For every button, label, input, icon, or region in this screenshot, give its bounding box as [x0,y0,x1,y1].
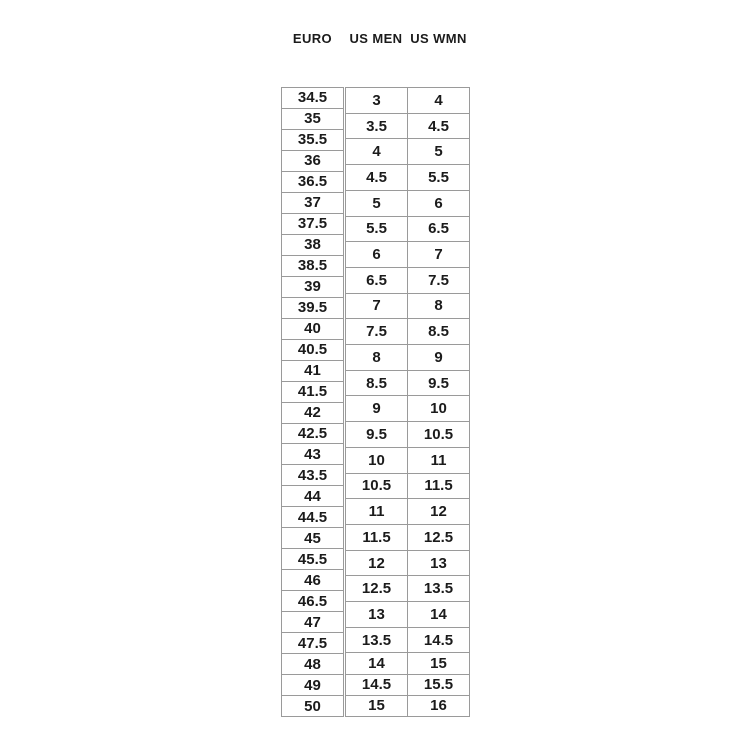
euro-size-cell: 45 [282,527,343,548]
euro-size-cell: 48 [282,653,343,674]
euro-size-cell: 42.5 [282,423,343,444]
euro-size-cell: 39.5 [282,297,343,318]
us-men-cell: 5 [346,191,408,216]
us-men-cell: 13.5 [346,628,408,653]
us-size-row [346,344,469,370]
euro-size-cell: 45.5 [282,548,343,569]
us-wmn-cell: 10 [430,400,447,418]
us-men-cell: 14.5 [346,675,408,695]
us-wmn-cell: 5 [434,143,443,161]
euro-size-table [281,87,344,717]
us-men-cell: 3.5 [346,114,408,139]
column-header-us-wmn: US WMN [410,31,467,46]
us-wmn-cell: 12 [430,503,447,521]
us-size-row [346,113,469,139]
euro-size-cell: 35.5 [282,129,343,150]
us-men-cell: 7.5 [346,319,408,344]
us-size-row [346,575,469,601]
us-wmn-cell: 11.5 [424,477,453,495]
us-wmn-cell: 6 [434,194,443,212]
us-size-row [346,473,469,499]
us-men-cell: 11 [346,499,408,524]
us-size-row [346,695,469,716]
us-men-cell: 13 [346,602,408,627]
us-size-row [346,241,469,267]
us-size-row [346,674,469,695]
us-men-cell: 11.5 [346,525,408,550]
euro-size-cell: 38 [282,234,343,255]
euro-size-cell: 39 [282,276,343,297]
us-size-row [346,370,469,396]
us-size-row [346,498,469,524]
us-size-row [346,216,469,242]
euro-size-cell: 50 [282,695,343,716]
us-men-cell: 4.5 [346,165,408,190]
euro-size-cell: 36 [282,150,343,171]
euro-size-cell: 41.5 [282,381,343,402]
us-wmn-cell: 4 [434,91,443,109]
euro-size-cell: 40.5 [282,339,343,360]
us-men-cell: 9.5 [346,422,408,447]
us-size-row [346,164,469,190]
us-size-row [346,524,469,550]
euro-size-cell: 34.5 [297,89,328,107]
us-size-row [346,138,469,164]
us-size-row [346,395,469,421]
euro-size-cell: 36.5 [282,171,343,192]
euro-size-cell: 40 [282,318,343,339]
us-men-cell: 12 [346,551,408,576]
us-wmn-cell: 8.5 [428,323,449,341]
euro-size-cell: 43 [282,443,343,464]
euro-size-cell: 38.5 [282,255,343,276]
us-size-table [345,87,470,717]
us-size-row [346,190,469,216]
us-men-cell: 14 [346,653,408,673]
euro-size-cell: 41 [282,360,343,381]
us-size-row [346,447,469,473]
us-wmn-cell: 14.5 [423,631,454,649]
us-wmn-cell: 6.5 [428,220,449,238]
us-wmn-cell: 4.5 [428,117,449,135]
us-men-cell: 3 [346,88,408,113]
us-wmn-cell: 9 [434,348,443,366]
us-size-row [346,293,469,319]
us-wmn-cell: 12.5 [423,528,454,546]
us-men-cell: 6 [346,242,408,267]
column-header-euro: EURO [292,31,333,46]
us-size-row [346,627,469,653]
us-men-cell: 10.5 [346,474,408,499]
us-wmn-cell: 7 [434,246,443,264]
us-wmn-cell: 16 [430,697,447,715]
us-size-row [346,318,469,344]
us-wmn-cell: 13 [430,554,447,572]
us-men-cell: 8 [346,345,408,370]
us-size-row [346,421,469,447]
euro-size-cell: 44.5 [282,506,343,527]
euro-size-cell: 35 [282,108,343,129]
euro-size-cell: 47 [282,611,343,632]
euro-size-cell: 44 [282,485,343,506]
us-wmn-cell: 9.5 [428,374,449,392]
column-header-us-men: US MEN [349,31,403,46]
euro-size-cell: 47.5 [282,632,343,653]
us-men-cell: 5.5 [346,217,408,242]
us-men-cell: 10 [346,448,408,473]
us-wmn-cell: 8 [434,297,443,315]
us-wmn-cell: 13.5 [423,580,454,598]
euro-size-cell: 46.5 [282,590,343,611]
us-size-row [346,550,469,576]
us-men-cell: 15 [346,696,408,716]
us-men-cell: 9 [346,396,408,421]
us-men-cell: 4 [346,139,408,164]
euro-size-cell: 46 [282,569,343,590]
us-wmn-cell: 10.5 [423,425,454,443]
euro-size-cell: 49 [282,674,343,695]
us-men-cell: 8.5 [346,371,408,396]
us-men-cell: 7 [346,294,408,319]
us-size-row [346,267,469,293]
us-size-row [346,88,469,113]
euro-size-cell: 37.5 [282,213,343,234]
us-wmn-cell: 15 [430,655,447,673]
us-wmn-cell: 15.5 [423,676,454,694]
us-men-cell: 6.5 [346,268,408,293]
us-wmn-cell: 5.5 [428,168,449,186]
euro-size-cell: 37 [282,192,343,213]
us-size-row [346,652,469,673]
us-men-cell: 12.5 [346,576,408,601]
us-wmn-cell: 7.5 [428,271,449,289]
us-size-row [346,601,469,627]
us-wmn-cell: 11 [430,451,447,469]
euro-size-cell: 43.5 [282,464,343,485]
euro-size-cell: 42 [282,402,343,423]
us-wmn-cell: 14 [430,605,447,623]
